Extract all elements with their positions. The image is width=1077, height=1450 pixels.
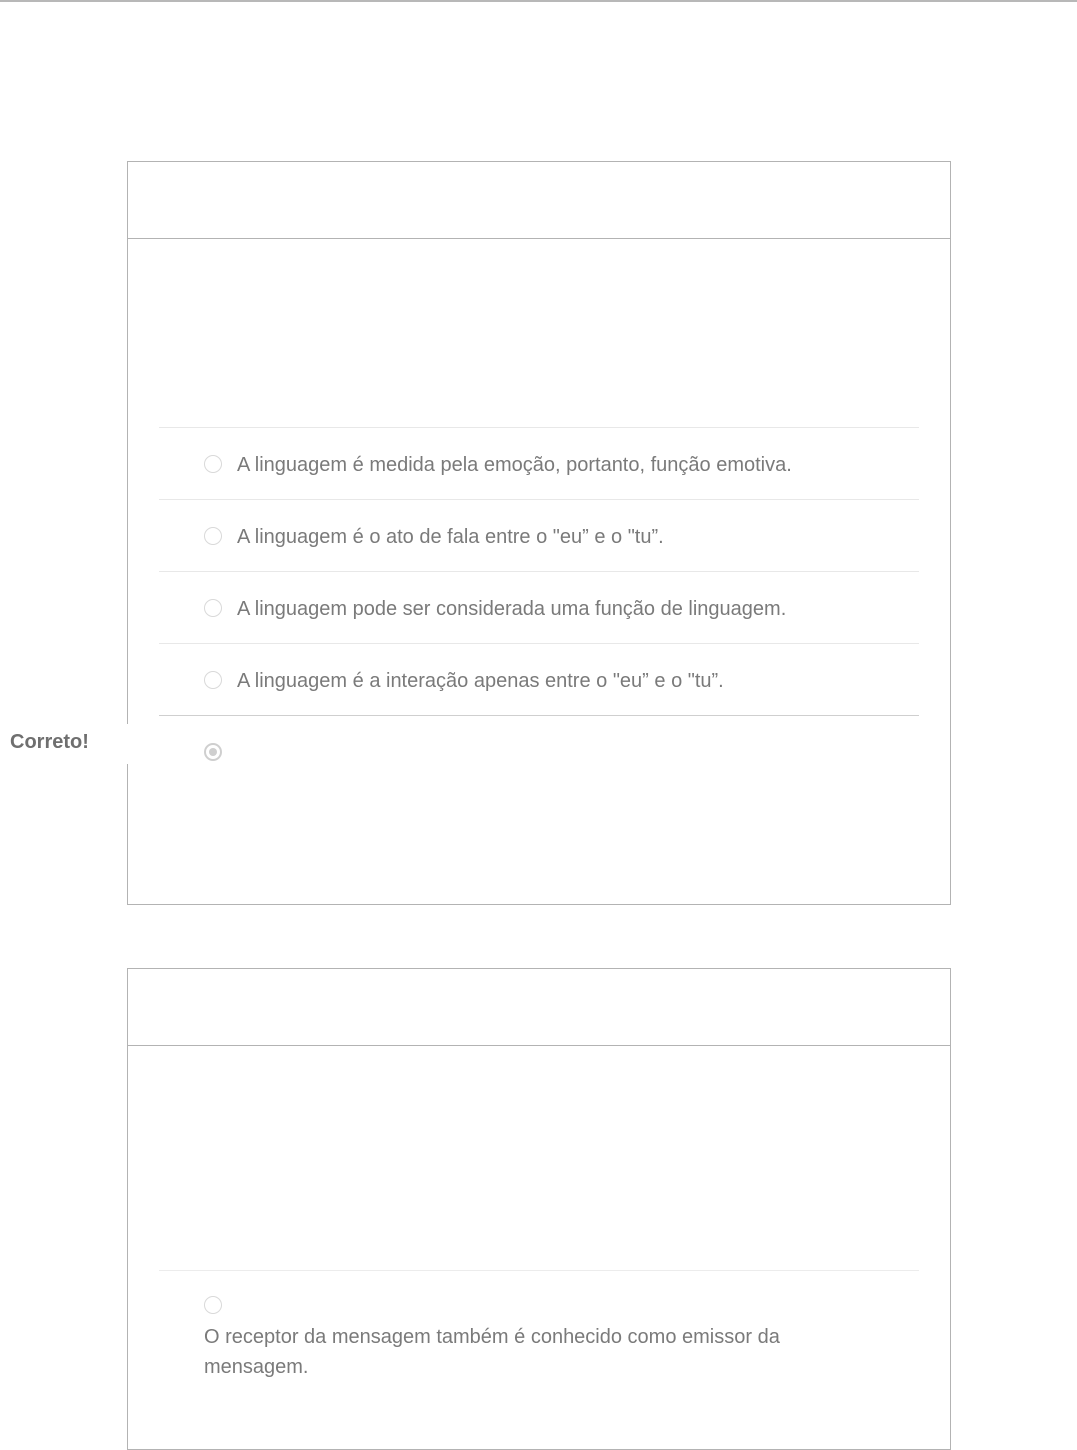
question-card-1 xyxy=(127,161,951,905)
answer-option[interactable] xyxy=(159,427,919,499)
question-header xyxy=(128,969,950,1046)
question-header xyxy=(128,162,950,239)
radio-button[interactable] xyxy=(204,599,222,617)
answer-text: A linguagem é o ato de fala entre o "eu” e o "tu”. xyxy=(237,526,664,548)
answer-option[interactable] xyxy=(159,1270,919,1411)
radio-button[interactable] xyxy=(204,1296,222,1314)
radio-button-checked[interactable] xyxy=(204,743,222,761)
radio-button[interactable] xyxy=(204,527,222,545)
answer-option[interactable] xyxy=(159,571,919,643)
question-card-2 xyxy=(127,968,951,1450)
answer-option[interactable] xyxy=(159,499,919,571)
answer-list xyxy=(159,427,919,787)
answer-option[interactable] xyxy=(159,643,919,715)
radio-button[interactable] xyxy=(204,671,222,689)
answer-text: A linguagem é a interação apenas entre o "eu” e o "tu”. xyxy=(237,670,724,692)
radio-button[interactable] xyxy=(204,455,222,473)
answer-text: A linguagem é medida pela emoção, portanto, função emotiva. xyxy=(237,454,792,476)
answer-text: A linguagem pode ser considerada uma função de linguagem. xyxy=(237,598,787,620)
answer-text: O receptor da mensagem também é conhecido como emissor da mensagem. xyxy=(204,1326,780,1378)
answer-option-selected[interactable] xyxy=(159,715,919,787)
correct-answer-flag: Correto! xyxy=(0,724,128,764)
answer-list xyxy=(159,1270,919,1411)
top-divider xyxy=(0,0,1077,2)
